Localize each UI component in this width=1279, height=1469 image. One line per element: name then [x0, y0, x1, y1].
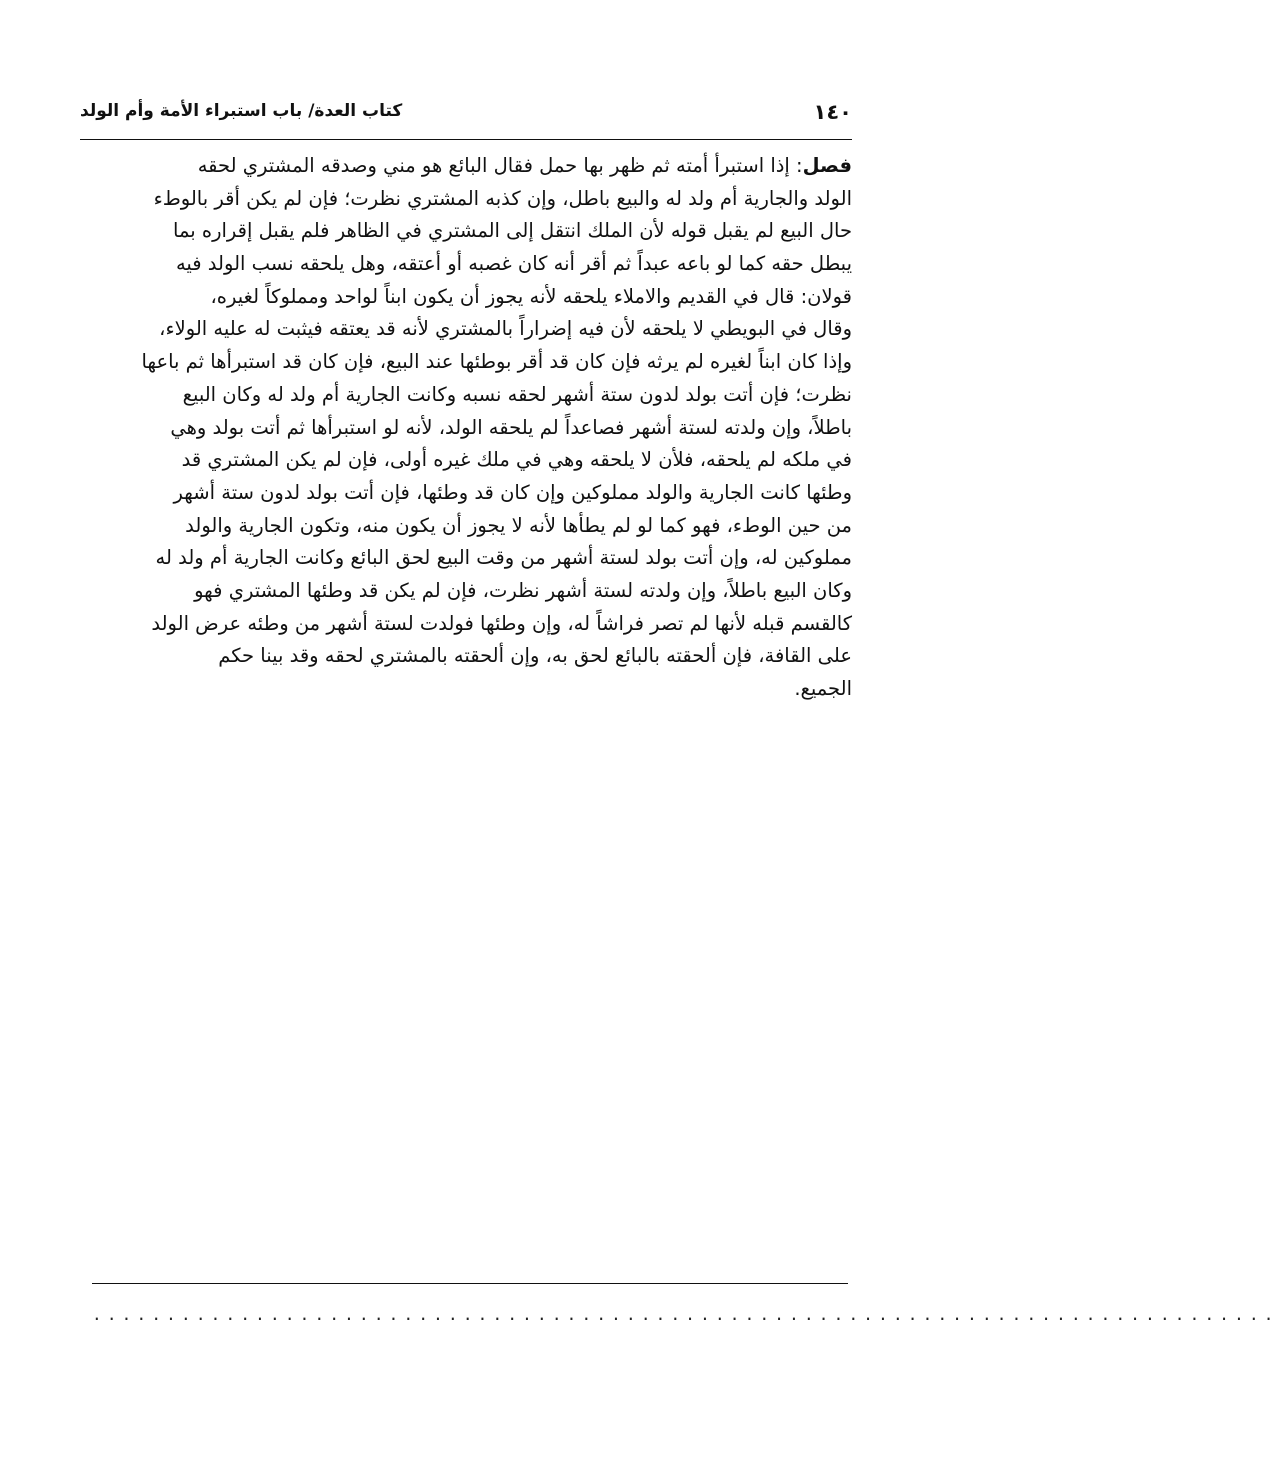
text-line: كالقسم قبله لأنها لم تصر فراشاً له، وإن وطئها فولدت لستة أشهر من وطئه عرض الولد	[151, 611, 852, 635]
text-line: وكان البيع باطلاً، وإن ولدته لستة أشهر نظرت، فإن لم يكن قد وطئها المشتري فهو	[194, 578, 852, 602]
text-line: من حين الوطء، فهو كما لو لم يطأها لأنه لا يجوز أن يكون منه، وتكون الجارية والولد	[185, 513, 852, 537]
text-line: باطلاً، وإن ولدته لستة أشهر فصاعداً لم يلحقه الولد، لأنه لو استبرأها ثم أتت بولد وهي	[170, 415, 852, 439]
text-line: في ملكه لم يلحقه، فلأن لا يلحقه وهي في ملك غيره أولى، فإن لم يكن المشتري قد	[181, 448, 852, 472]
text-line: مملوكين له، وإن أتت بولد لستة أشهر من وقت البيع لحق البائع وكانت الجارية أم ولد له	[155, 546, 852, 570]
text-line: الجميع.	[794, 677, 852, 700]
text-line	[80, 150, 852, 183]
text-line: على القافة، فإن ألحقته بالبائع لحق به، وإن ألحقته بالمشتري لحقه وقد بينا حكم	[218, 644, 852, 668]
text-line: وطئها كانت الجارية والولد مملوكين وإن كان قد وطئها، فإن أتت بولد لدون ستة أشهر	[173, 480, 852, 504]
page-header	[80, 100, 852, 134]
header-rule	[80, 139, 852, 140]
text-line: يبطل حقه كما لو باعه عبداً ثم أقر أنه كان غصبه أو أعتقه، وهل يلحقه نسب الولد فيه	[175, 252, 852, 276]
text-line-content: : إذا استبرأ أمته ثم ظهر بها حمل فقال البائع هو مني وصدقه المشتري لحقه	[197, 154, 803, 177]
section-lead-word: فصل	[802, 154, 852, 177]
footnote-dotted-line: ................................................................................	[92, 1305, 1279, 1324]
running-title: كتاب العدة/ باب استبراء الأمة وأم الولد	[80, 101, 403, 121]
body-text	[80, 150, 852, 706]
text-line: قولان: قال في القديم والاملاء يلحقه لأنه يجوز أن يكون ابناً لواحد ومملوكاً لغيره،	[210, 284, 852, 308]
text-line: حال البيع لم يقبل قوله لأن الملك انتقل إلى المشتري في الظاهر فلم يقبل إقراره بما	[173, 219, 852, 243]
text-line: الولد والجارية أم ولد له والبيع باطل، وإن كذبه المشتري نظرت؛ فإن لم يكن أقر بالوطء	[153, 186, 852, 210]
page-number: ١٤٠	[813, 100, 852, 124]
text-line: وقال في البويطي لا يلحقه لأن فيه إضراراً بالمشتري لأنه قد يعتقه فيثبت له عليه الولاء،	[159, 317, 852, 341]
text-line: وإذا كان ابناً لغيره لم يرثه فإن كان قد أقر بوطئها عند البيع، فإن كان قد استبرأها ثم باعها	[141, 350, 852, 374]
text-line: نظرت؛ فإن أتت بولد لدون ستة أشهر لحقه نسبه وكانت الجارية أم ولد له وكان البيع	[182, 382, 852, 406]
footnote-rule	[92, 1283, 848, 1284]
